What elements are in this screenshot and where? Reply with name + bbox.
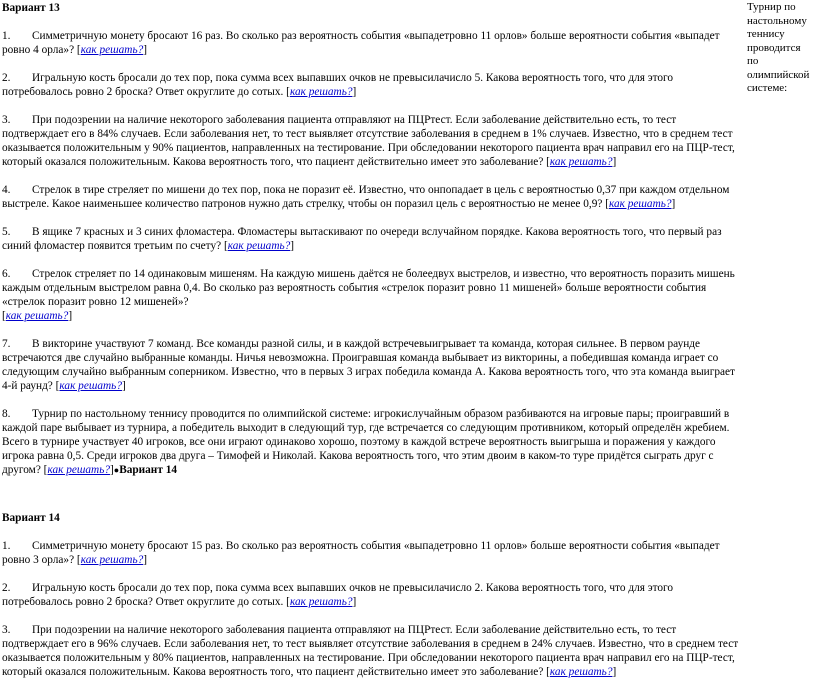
- how-to-solve-link[interactable]: как решать?: [80, 554, 144, 566]
- bracket-open: [: [76, 554, 81, 566]
- how-to-solve-link[interactable]: как решать?: [80, 44, 144, 56]
- how-to-solve-link[interactable]: как решать?: [289, 86, 353, 98]
- task-item: [2, 113, 744, 169]
- bracket-open: [: [546, 666, 550, 678]
- bracket-open: [: [286, 596, 290, 608]
- how-to-solve-link[interactable]: как решать?: [289, 596, 353, 608]
- task-text: Игральную кость бросали до тех пор, пока сумма всех выпавших очков не превысилачисло 5. Какова вероятность того, что для этого потребовалось ровно 2 броска? Ответ округлите до сотых.: [2, 72, 674, 98]
- document-body: [2, 1, 744, 679]
- bracket-open: [: [223, 240, 228, 252]
- bracket-open: [: [76, 44, 81, 56]
- bracket-close: ]: [352, 596, 357, 608]
- task-text: При подозрении на наличие некоторого заболевания пациента отправляют на ПЦРтест. Если заболевание действительно есть, то тест подтверждает его в 84% случаев. Если заболевания нет, то тест выявляет отсутствие заболевания в среднем в 1% случаев. Известно, что в среднем тест оказывается положительным у 90% пациентов, направленных на тестирование. При обследовании некоторого пациента врач направил его на ПЦР-тест, который оказался положительным. Какова вероятность того, что пациент действительно имеет это заболевание?: [2, 114, 735, 168]
- task-text: В викторине участвуют 7 команд. Все команды разной силы, и в каждой встречевыигрывает та команда, которая сильнее. В первом раунде встречаются две случайно выбранные команды. Ничья невозможна. Проигравшая команда выбывает из викторины, а победившая команда играет со следующим случайно выбранным соперником. Известно, что в первых 3 играх победила команда А. Какова вероятность того, что эта команда выиграет 4-й раунд?: [2, 338, 735, 392]
- bracket-open: [: [43, 464, 48, 476]
- bracket-close: ]: [143, 554, 147, 566]
- task-text: Симметричную монету бросают 15 раз. Во сколько раз вероятность события «выпадетровно 11 орлов» больше вероятности события «выпадет ровно 3 орла»?: [2, 540, 720, 566]
- how-to-solve-link[interactable]: как решать?: [47, 464, 110, 476]
- task-item: [2, 183, 744, 211]
- task-text: Турнир по настольному теннису проводится по олимпийской системе: игрокислучайным образом разбиваются на игровые пары; проигравший в каждой паре выбывает из турнира, а победитель выходит в следующий тур, где встречается со следующим противником, который определён жребием. Всего в турнире участвует 40 игроков, все они играют одинаково хорошо, поэтому в каждой встрече вероятность выигрыша и поражения у каждого игрока равна 0,5. Среди игроков два друга – Тимофей и Николай. Какова вероятность того, что этим двоим в каком-то туре придётся сыграть друг с другом?: [2, 408, 730, 476]
- bracket-close: ]: [671, 198, 676, 210]
- task-item: [2, 407, 744, 477]
- how-to-solve-link[interactable]: как решать?: [549, 156, 613, 168]
- variant-14-tasks: [2, 539, 744, 679]
- bracket-close: ]: [143, 44, 147, 56]
- task-number: 5.: [2, 226, 11, 238]
- task-item: [2, 623, 744, 679]
- bracket-open: [: [605, 198, 609, 210]
- task-number: 4.: [2, 184, 11, 196]
- how-to-solve-link[interactable]: как решать?: [59, 380, 122, 392]
- task-text: Симметричную монету бросают 16 раз. Во сколько раз вероятность события «выпадетровно 11 орлов» больше вероятности события «выпадет ровно 4 орла»?: [2, 30, 720, 56]
- how-to-solve-link[interactable]: как решать?: [608, 198, 672, 210]
- task-text: При подозрении на наличие некоторого заболевания пациента отправляют на ПЦРтест. Если заболевание действительно есть, то тест подтверждает его в 96% случаев. Если заболевания нет, то тест выявляет отсутствие заболевания в среднем в 24% случаев. Известно, что в среднем тест оказывается положительным у 80% пациентов, направленных на тестирование. При обследовании некоторого пациента врач направил его на ПЦР-тест, который оказался положительным. Какова вероятность того, что пациент действительно имеет это заболевание?: [2, 624, 739, 678]
- task-item: [2, 337, 744, 393]
- variant-13-title: Вариант 13: [2, 2, 60, 14]
- bracket-open: [: [286, 86, 290, 98]
- bracket-close: ]: [612, 156, 617, 168]
- bracket-close: ]: [352, 86, 357, 98]
- how-to-solve-link[interactable]: как решать?: [5, 310, 69, 322]
- task-item: [2, 581, 744, 609]
- task-text: Стрелок в тире стреляет по мишени до тех пор, пока не поразит её. Известно, что онпопадает в цель с вероятностью 0,37 при каждом отдельном выстреле. Какое наименьшее количество патронов нужно дать стрелку, чтобы он поразил цель с вероятностью не менее 0,9?: [2, 184, 730, 210]
- task-number: 3.: [2, 114, 11, 126]
- task-item: [2, 267, 744, 323]
- task-text: Игральную кость бросали до тех пор, пока сумма всех выпавших очков не превысилачисло 2. Какова вероятность того, что для этого потребовалось ровно 2 броска? Ответ округлите до сотых.: [2, 582, 674, 608]
- task-number: 6.: [2, 268, 11, 280]
- how-to-solve-link[interactable]: как решать?: [549, 666, 613, 678]
- bracket-open: [: [2, 310, 6, 322]
- task-text: В ящике 7 красных и 3 синих фломастера. Фломастеры вытаскивают по очереди вслучайном порядке. Какова вероятность того, что первый раз синий фломастер появится третьим по счету?: [2, 226, 722, 252]
- task-number: 1.: [2, 540, 11, 552]
- task-number: 1.: [2, 30, 11, 42]
- task-text: Стрелок стреляет по 14 одинаковым мишеням. На каждую мишень даётся не болеедвух выстрелов, и известно, что вероятность поразить мишень каждым отдельным выстрелом равна 0,4. Во сколько раз вероятность события «стрелок поразит ровно 11 мишеней» больше вероятности события «стрелок поразит ровно 12 мишеней»?: [2, 268, 735, 308]
- bracket-close: ]: [109, 464, 114, 476]
- bracket-open: [: [55, 380, 60, 392]
- task-item: [2, 539, 744, 567]
- task-item: [2, 29, 744, 57]
- task-number: 8.: [2, 408, 11, 420]
- task-number: 2.: [2, 72, 11, 84]
- next-variant-label: Вариант 14: [119, 464, 177, 476]
- sidebar-note: Турнир по настольному теннису проводится по олимпийской системе:: [747, 1, 810, 94]
- bracket-close: ]: [290, 240, 295, 252]
- task-number: 2.: [2, 582, 11, 594]
- how-to-solve-link[interactable]: как решать?: [227, 240, 291, 252]
- task-item: [2, 225, 744, 253]
- bullet-icon: ●: [113, 465, 120, 475]
- task-number: 3.: [2, 624, 11, 636]
- task-number: 7.: [2, 338, 11, 350]
- bracket-close: ]: [612, 666, 617, 678]
- bracket-close: ]: [68, 310, 73, 322]
- variant-14-title: Вариант 14: [2, 512, 60, 524]
- task-item: [2, 71, 744, 99]
- variant-13-tasks: [2, 29, 744, 477]
- bracket-close: ]: [121, 380, 126, 392]
- bracket-open: [: [546, 156, 550, 168]
